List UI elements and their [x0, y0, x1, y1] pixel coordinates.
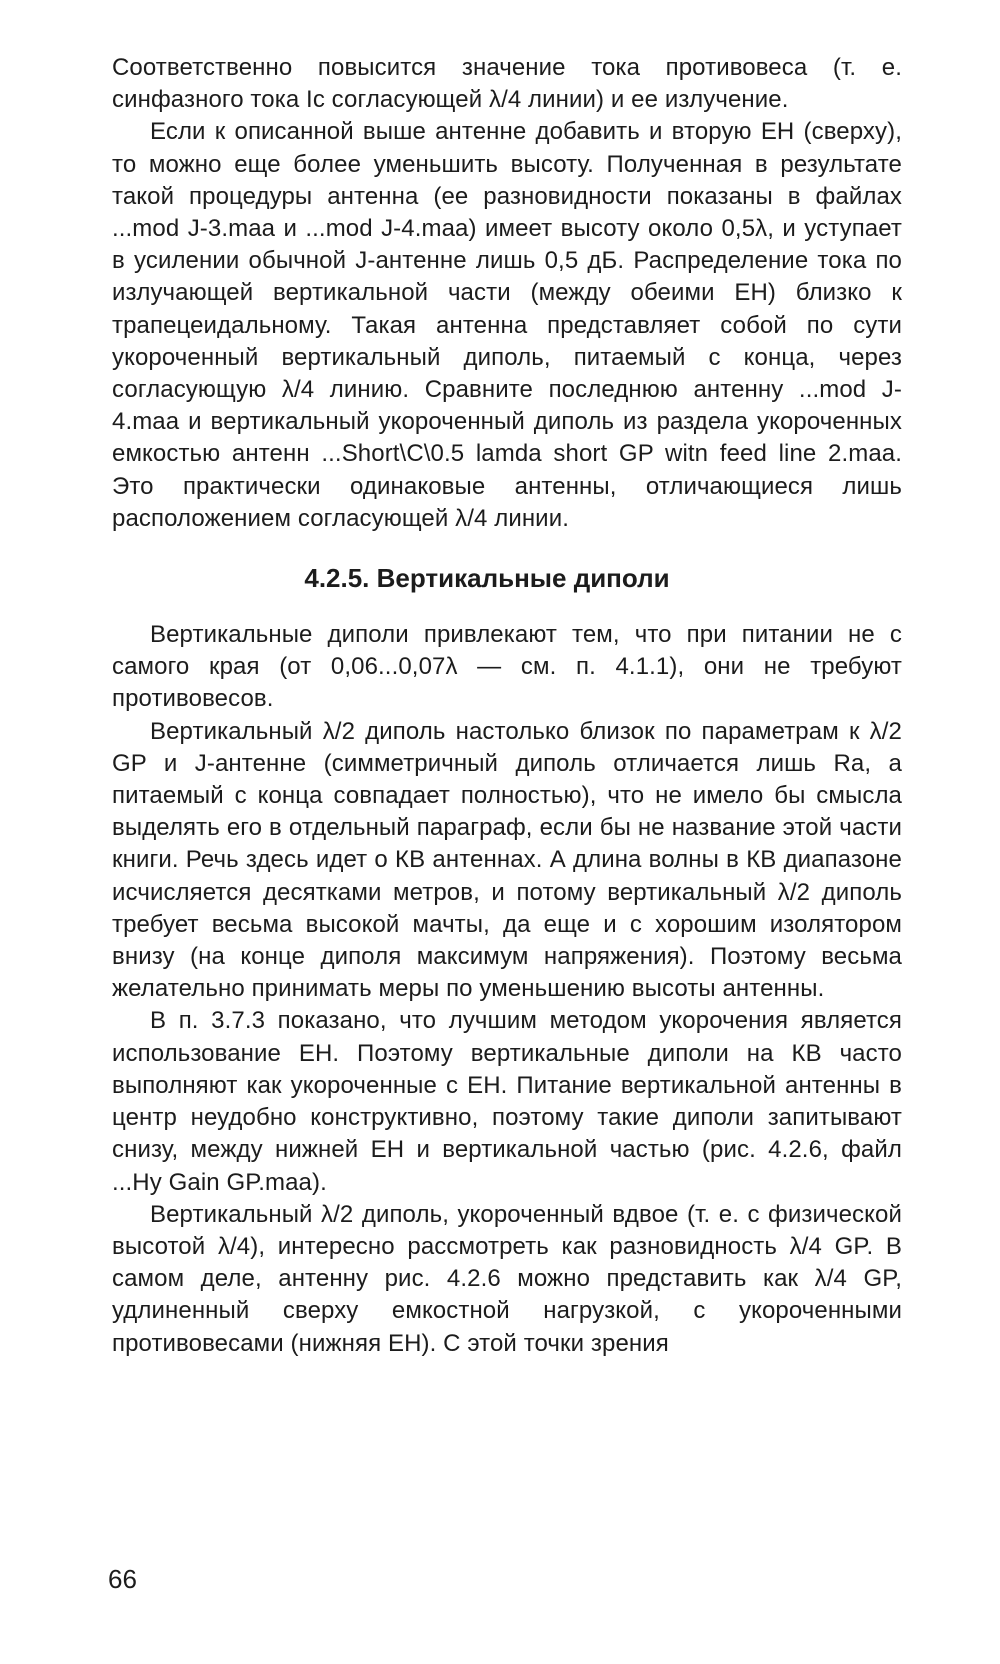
- paragraph-3: Вертикальные диполи привлекают тем, что при питании не с самого края (от 0,06...0,07λ — см. п. 4.1.1), они не требуют противовесов.: [112, 621, 902, 713]
- page-number: 66: [108, 1564, 137, 1594]
- paragraph-1: Соответственно повысится значение тока противовеса (т. е. синфазного тока Iс согласующей λ/4 линии) и ее излучение.: [112, 54, 902, 114]
- page-body: [112, 52, 902, 1360]
- paragraph-5: В п. 3.7.3 показано, что лучшим методом укорочения является использование ЕН. Поэтому вертикальные диполи на КВ часто выполняют как укороченные с ЕН. Питание вертикальной антенны в центр неудобно конструктивно, поэтому такие диполи запитывают снизу, между нижней ЕН и вертикальной частью (рис. 4.2.6, файл ...Hy Gain GP.maa).: [112, 1007, 902, 1196]
- paragraph-2: Если к описанной выше антенне добавить и вторую ЕН (сверху), то можно еще более уменьшить высоту. Полученная в результате такой процедуры антенна (ее разновидности показаны в файлах ...mod J-3.maa и ...mod J-4.maa) имеет высоту около 0,5λ, и уступает в усилении обычной J-антенне лишь 0,5 дБ. Распределение тока по излучающей вертикальной части (между обеими ЕН) близко к трапецеидальному. Такая антенна представляет собой по сути укороченный вертикальный диполь, питаемый с конца, через согласующую λ/4 линию. Сравните последнюю антенну ...mod J-4.maa и вертикальный укороченный диполь из раздела укороченных емкостью антенн ...Short\C\0.5 lamda short GP witn feed line 2.maa. Это практически одинаковые антенны, отличающиеся лишь расположением согласующей λ/4 линии.: [112, 118, 902, 532]
- paragraph-6: Вертикальный λ/2 диполь, укороченный вдвое (т. е. с физической высотой λ/4), интересно рассмотреть как разновидность λ/4 GP. В самом деле, антенну рис. 4.2.6 можно представить как λ/4 GP, удлиненный сверху емкостной нагрузкой, с укороченными противовесами (нижняя ЕН). С этой точки зрения: [112, 1200, 902, 1357]
- section-heading: 4.2.5. Вертикальные диполи: [304, 563, 670, 594]
- paragraph-4: Вертикальный λ/2 диполь настолько близок по параметрам к λ/2 GP и J-антенне (симметричный диполь отличается лишь Ra, а питаемый с конца совпадает полностью), что не имело бы смысла выделять его в отдельный параграф, если бы не название этой части книги. Речь здесь идет о КВ антеннах. А длина волны в КВ диапазоне исчисляется десятками метров, и потому вертикальный λ/2 диполь требует весьма высокой мачты, да еще и с хорошим изолятором внизу (на конце диполя максимум напряжения). Поэтому весьма желательно принимать меры по уменьшению высоты антенны.: [112, 717, 902, 1003]
